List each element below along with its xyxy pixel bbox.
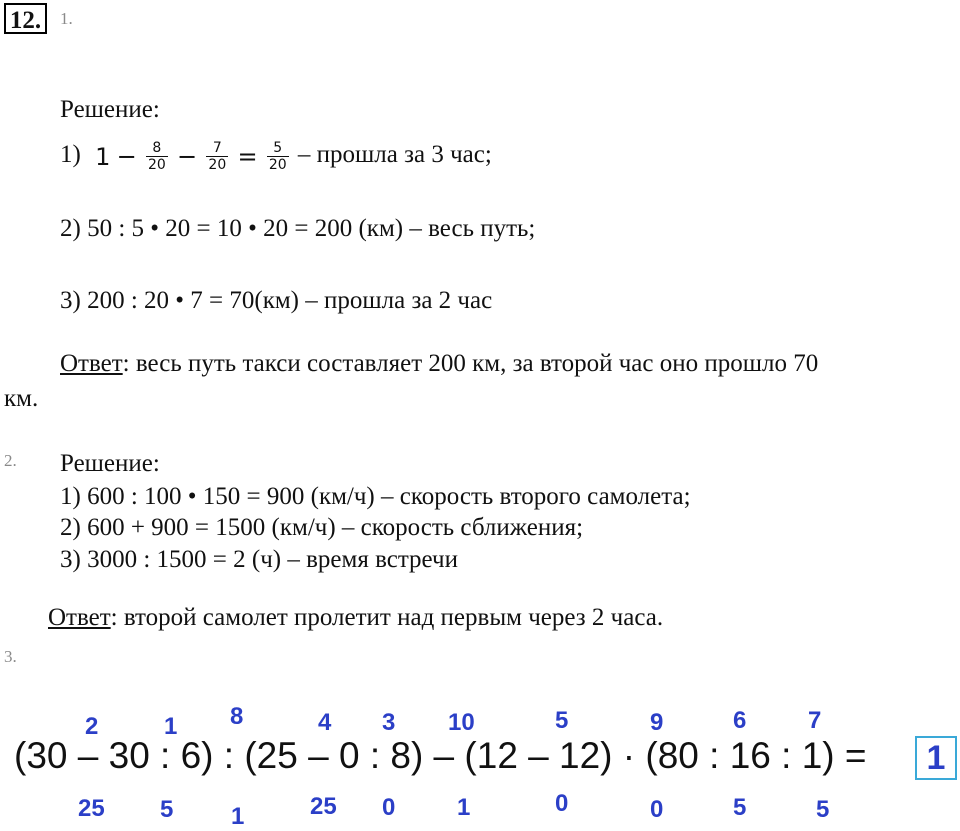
order-number: 10 (448, 709, 475, 736)
answer-label: Ответ (48, 604, 111, 631)
result-value: 1 (926, 739, 946, 777)
fraction-8-20 (146, 140, 168, 173)
order-number: 7 (808, 707, 822, 734)
order-number: 1 (164, 713, 178, 740)
solution-label-2: Решение: (60, 450, 160, 477)
intermediate-result: 25 (78, 795, 105, 822)
subtask-number-1: 1. (60, 9, 73, 28)
solution-label-1: Решение: (60, 96, 160, 123)
answer-text: : весь путь такси составляет 200 км, за второй час оно прошло 70 (122, 350, 819, 377)
intermediate-result: 0 (650, 796, 664, 823)
subtask-number-2: 2. (4, 451, 17, 470)
answer-1 (60, 350, 818, 378)
order-number: 5 (555, 707, 569, 734)
fraction-denominator: 20 (147, 157, 166, 173)
order-number: 8 (230, 703, 244, 730)
order-number: 3 (382, 709, 396, 736)
intermediate-result: 1 (457, 794, 471, 821)
step-2-2: 2) 600 + 900 = 1500 (км/ч) – скорость сближения; (60, 514, 584, 541)
intermediate-result: 1 (231, 803, 245, 830)
step-1-3: 3) 200 : 20 • 7 = 70(км) – прошла за 2 час (60, 287, 493, 314)
result-box (915, 736, 957, 780)
intermediate-result: 0 (382, 794, 396, 821)
step-prefix: 1) (60, 141, 81, 169)
answer-label: Ответ (60, 350, 123, 377)
math-one: 1 (95, 142, 111, 171)
fraction-5-20 (267, 140, 289, 173)
step-2-1: 1) 600 : 100 • 150 = 900 (км/ч) – скорость второго самолета; (60, 483, 691, 510)
task-number: 12. (9, 7, 42, 34)
fraction-numerator: 7 (206, 140, 228, 157)
expression: (30 – 30 : 6) : (25 – 0 : 8) – (12 – 12) · (80 : 16 : 1) = (14, 735, 867, 776)
math-minus: − (177, 142, 198, 171)
intermediate-result: 5 (160, 796, 174, 823)
intermediate-result: 5 (816, 796, 830, 823)
fraction-denominator: 20 (208, 157, 227, 173)
order-number: 4 (318, 709, 332, 736)
step-suffix: – прошла за 3 час; (297, 141, 492, 169)
fraction-numerator: 5 (267, 140, 289, 157)
order-number: 6 (733, 707, 747, 734)
task-number-box (4, 3, 47, 34)
step-1-2: 2) 50 : 5 • 20 = 10 • 20 = 200 (км) – весь путь; (60, 215, 536, 242)
fraction-7-20 (206, 140, 228, 173)
order-number: 2 (85, 713, 99, 740)
math-minus: − (116, 142, 137, 171)
fraction-numerator: 8 (146, 140, 168, 157)
answer-text: : второй самолет пролетит над первым через 2 часа. (110, 604, 664, 631)
subtask-number-3: 3. (4, 647, 17, 666)
answer-1-tail: км. (4, 385, 39, 412)
intermediate-result: 5 (733, 794, 747, 821)
step-2-3: 3) 3000 : 1500 = 2 (ч) – время встречи (60, 546, 458, 573)
fraction-denominator: 20 (268, 157, 287, 173)
answer-2 (48, 604, 663, 632)
step-1-1 (60, 140, 492, 173)
intermediate-result: 25 (310, 793, 337, 820)
intermediate-result: 0 (555, 790, 569, 817)
math-equals: = (237, 142, 258, 171)
order-number: 9 (650, 709, 664, 736)
